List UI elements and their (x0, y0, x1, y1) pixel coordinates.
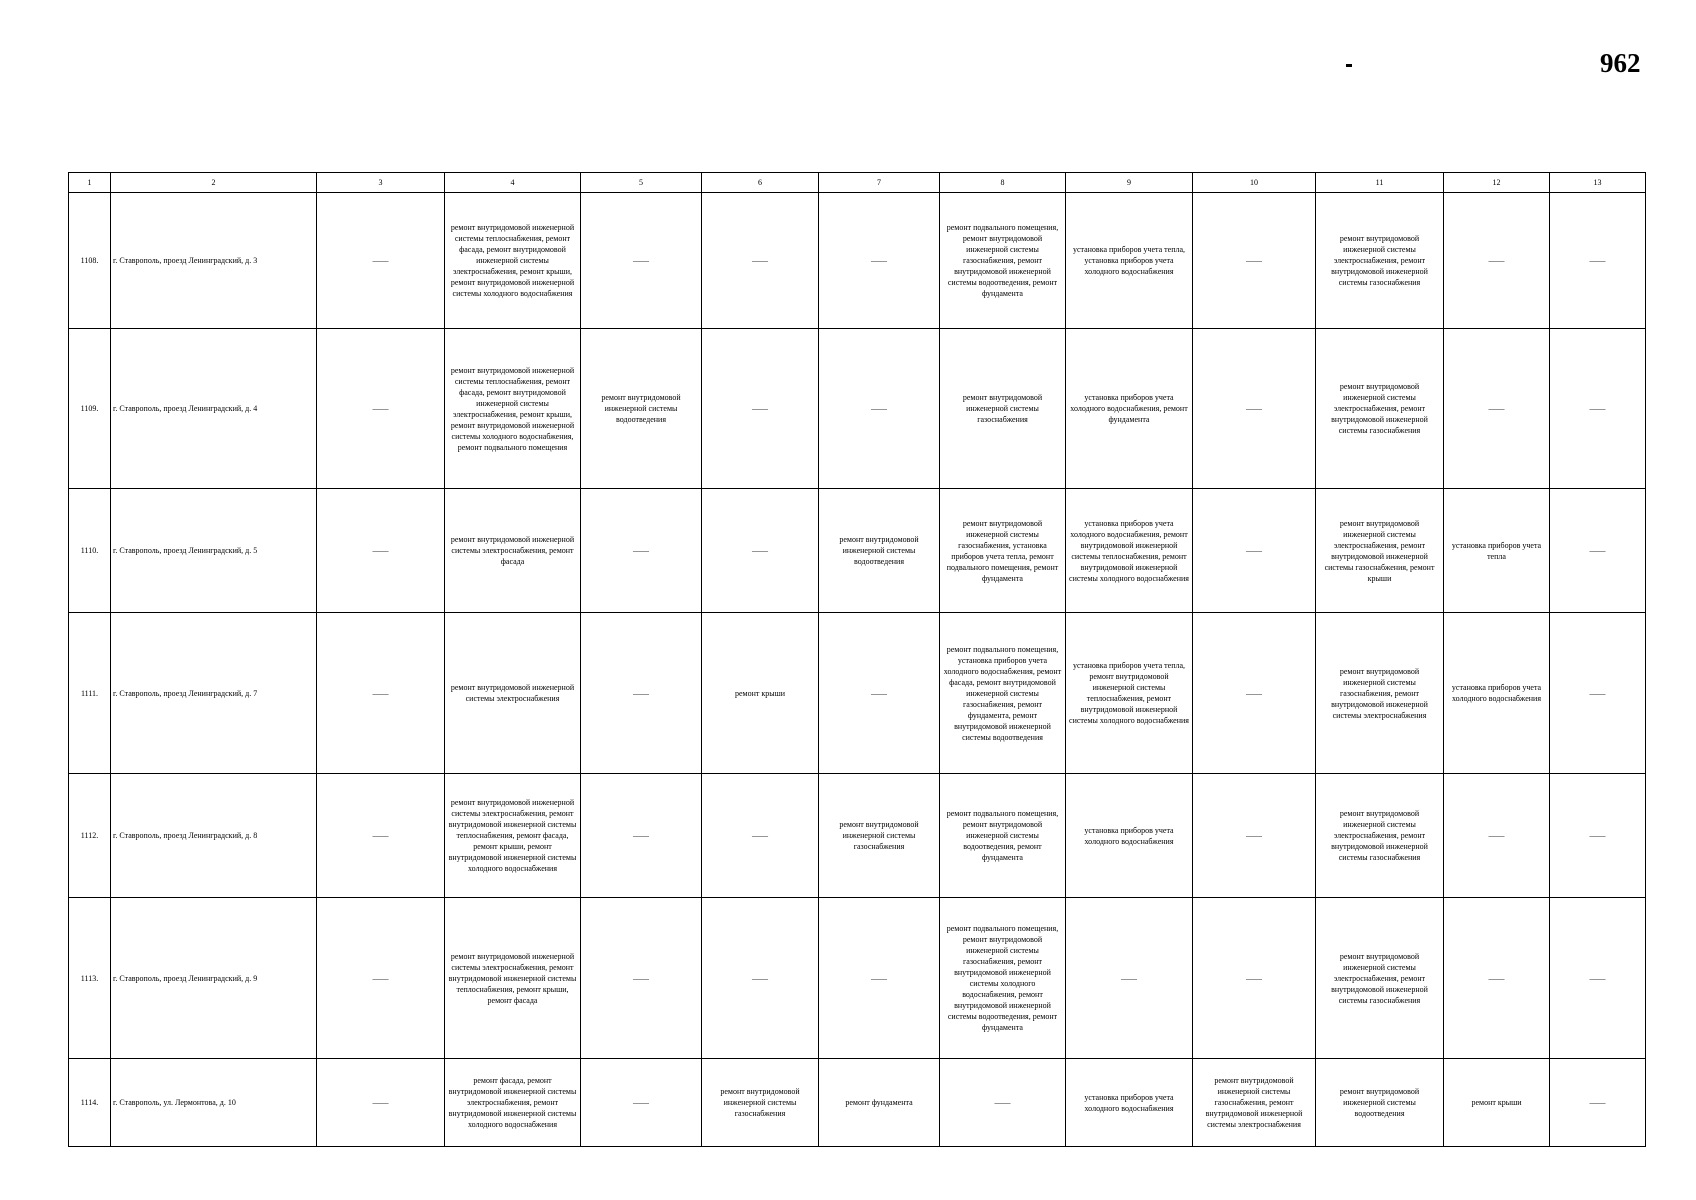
cell-col3: —— (317, 193, 445, 329)
scan-mark (1346, 64, 1352, 67)
column-header: 2 (111, 173, 317, 193)
column-header: 10 (1193, 173, 1316, 193)
cell-col10: —— (1193, 489, 1316, 613)
cell-col5: —— (581, 898, 702, 1059)
row-number: 1111. (69, 613, 111, 774)
cell-col10: —— (1193, 329, 1316, 489)
column-header: 6 (702, 173, 819, 193)
column-header: 8 (940, 173, 1066, 193)
cell-col4: ремонт внутридомовой инженерной системы электроснабжения, ремонт фасада (445, 489, 581, 613)
table-row (69, 489, 1646, 613)
cell-col4: ремонт внутридомовой инженерной системы теплоснабжения, ремонт фасада, ремонт внутридомовой инженерной системы электроснабжения, ремонт крыши, ремонт внутридомовой инженерной системы холодного водоснабжения (445, 193, 581, 329)
cell-col8: ремонт подвального помещения, ремонт внутридомовой инженерной системы газоснабжения, ремонт внутридомовой инженерной системы водоотведения, ремонт фундамента (940, 193, 1066, 329)
cell-col11: ремонт внутридомовой инженерной системы электроснабжения, ремонт внутридомовой инженерной системы газоснабжения (1316, 898, 1444, 1059)
column-header: 9 (1066, 173, 1193, 193)
cell-col11: ремонт внутридомовой инженерной системы газоснабжения, ремонт внутридомовой инженерной системы электроснабжения (1316, 613, 1444, 774)
column-header: 3 (317, 173, 445, 193)
cell-col7: —— (819, 329, 940, 489)
cell-col9: установка приборов учета холодного водоснабжения (1066, 774, 1193, 898)
cell-col5: —— (581, 774, 702, 898)
cell-col9: —— (1066, 898, 1193, 1059)
cell-col5: —— (581, 489, 702, 613)
cell-col10: —— (1193, 774, 1316, 898)
cell-col8: ремонт подвального помещения, ремонт внутридомовой инженерной системы газоснабжения, ремонт внутридомовой инженерной системы холодного водоснабжения, ремонт внутридомовой инженерной системы водоотведения, ремонт фундамента (940, 898, 1066, 1059)
cell-col7: ремонт внутридомовой инженерной системы водоотведения (819, 489, 940, 613)
cell-col6: —— (702, 193, 819, 329)
address-cell: г. Ставрополь, проезд Ленинградский, д. 7 (111, 613, 317, 774)
cell-col13: —— (1550, 489, 1646, 613)
cell-col11: ремонт внутридомовой инженерной системы электроснабжения, ремонт внутридомовой инженерной системы газоснабжения (1316, 193, 1444, 329)
cell-col12: ремонт крыши (1444, 1059, 1550, 1147)
address-cell: г. Ставрополь, проезд Ленинградский, д. 9 (111, 898, 317, 1059)
cell-col7: —— (819, 898, 940, 1059)
cell-col6: —— (702, 774, 819, 898)
table-row (69, 1059, 1646, 1147)
cell-col7: —— (819, 613, 940, 774)
table-row (69, 774, 1646, 898)
cell-col13: —— (1550, 193, 1646, 329)
cell-col5: ремонт внутридомовой инженерной системы водоотведения (581, 329, 702, 489)
table-row (69, 613, 1646, 774)
cell-col12: установка приборов учета тепла (1444, 489, 1550, 613)
cell-col4: ремонт фасада, ремонт внутридомовой инженерной системы электроснабжения, ремонт внутридомовой инженерной системы холодного водоснабжения (445, 1059, 581, 1147)
cell-col11: ремонт внутридомовой инженерной системы водоотведения (1316, 1059, 1444, 1147)
cell-col5: —— (581, 193, 702, 329)
cell-col9: установка приборов учета холодного водоснабжения, ремонт внутридомовой инженерной системы теплоснабжения, ремонт внутридомовой инженерной системы холодного водоснабжения (1066, 489, 1193, 613)
cell-col5: —— (581, 613, 702, 774)
cell-col6: —— (702, 329, 819, 489)
cell-col6: ремонт внутридомовой инженерной системы газоснабжения (702, 1059, 819, 1147)
table-row (69, 898, 1646, 1059)
repair-schedule-table (68, 172, 1646, 1147)
address-cell: г. Ставрополь, ул. Лермонтова, д. 10 (111, 1059, 317, 1147)
cell-col12: —— (1444, 774, 1550, 898)
cell-col4: ремонт внутридомовой инженерной системы электроснабжения (445, 613, 581, 774)
cell-col9: установка приборов учета тепла, ремонт внутридомовой инженерной системы теплоснабжения, ремонт внутридомовой инженерной системы холодного водоснабжения (1066, 613, 1193, 774)
column-header: 12 (1444, 173, 1550, 193)
cell-col6: ремонт крыши (702, 613, 819, 774)
address-cell: г. Ставрополь, проезд Ленинградский, д. 5 (111, 489, 317, 613)
table-row (69, 193, 1646, 329)
row-number: 1110. (69, 489, 111, 613)
cell-col3: —— (317, 774, 445, 898)
cell-col3: —— (317, 329, 445, 489)
column-number-row (69, 173, 1646, 193)
column-header: 4 (445, 173, 581, 193)
cell-col11: ремонт внутридомовой инженерной системы электроснабжения, ремонт внутридомовой инженерной системы газоснабжения (1316, 774, 1444, 898)
cell-col13: —— (1550, 898, 1646, 1059)
cell-col8: ремонт внутридомовой инженерной системы газоснабжения (940, 329, 1066, 489)
cell-col8: ремонт подвального помещения, ремонт внутридомовой инженерной системы водоотведения, ремонт фундамента (940, 774, 1066, 898)
cell-col12: —— (1444, 193, 1550, 329)
row-number: 1112. (69, 774, 111, 898)
cell-col3: —— (317, 613, 445, 774)
address-cell: г. Ставрополь, проезд Ленинградский, д. 8 (111, 774, 317, 898)
cell-col10: —— (1193, 613, 1316, 774)
cell-col9: установка приборов учета холодного водоснабжения (1066, 1059, 1193, 1147)
cell-col8: ремонт внутридомовой инженерной системы газоснабжения, установка приборов учета тепла, ремонт подвального помещения, ремонт фундамента (940, 489, 1066, 613)
cell-col4: ремонт внутридомовой инженерной системы теплоснабжения, ремонт фасада, ремонт внутридомовой инженерной системы электроснабжения, ремонт крыши, ремонт внутридомовой инженерной системы холодного водоснабжения, ремонт подвального помещения (445, 329, 581, 489)
cell-col10: —— (1193, 898, 1316, 1059)
cell-col13: —— (1550, 613, 1646, 774)
row-number: 1108. (69, 193, 111, 329)
column-header: 11 (1316, 173, 1444, 193)
column-header: 7 (819, 173, 940, 193)
cell-col5: —— (581, 1059, 702, 1147)
cell-col8: —— (940, 1059, 1066, 1147)
address-cell: г. Ставрополь, проезд Ленинградский, д. 4 (111, 329, 317, 489)
cell-col12: установка приборов учета холодного водоснабжения (1444, 613, 1550, 774)
cell-col11: ремонт внутридомовой инженерной системы электроснабжения, ремонт внутридомовой инженерной системы газоснабжения, ремонт крыши (1316, 489, 1444, 613)
cell-col7: ремонт фундамента (819, 1059, 940, 1147)
cell-col11: ремонт внутридомовой инженерной системы электроснабжения, ремонт внутридомовой инженерной системы газоснабжения (1316, 329, 1444, 489)
column-header: 13 (1550, 173, 1646, 193)
cell-col10: ремонт внутридомовой инженерной системы газоснабжения, ремонт внутридомовой инженерной системы электроснабжения (1193, 1059, 1316, 1147)
cell-col10: —— (1193, 193, 1316, 329)
cell-col4: ремонт внутридомовой инженерной системы электроснабжения, ремонт внутридомовой инженерной системы теплоснабжения, ремонт фасада, ремонт крыши, ремонт внутридомовой инженерной системы холодного водоснабжения (445, 774, 581, 898)
table-row (69, 329, 1646, 489)
cell-col9: установка приборов учета тепла, установка приборов учета холодного водоснабжения (1066, 193, 1193, 329)
cell-col3: —— (317, 898, 445, 1059)
row-number: 1113. (69, 898, 111, 1059)
cell-col9: установка приборов учета холодного водоснабжения, ремонт фундамента (1066, 329, 1193, 489)
page-number: 962 (1600, 48, 1641, 78)
row-number: 1114. (69, 1059, 111, 1147)
row-number: 1109. (69, 329, 111, 489)
cell-col3: —— (317, 489, 445, 613)
cell-col12: —— (1444, 898, 1550, 1059)
cell-col12: —— (1444, 329, 1550, 489)
cell-col7: —— (819, 193, 940, 329)
cell-col7: ремонт внутридомовой инженерной системы газоснабжения (819, 774, 940, 898)
cell-col3: —— (317, 1059, 445, 1147)
column-header: 5 (581, 173, 702, 193)
address-cell: г. Ставрополь, проезд Ленинградский, д. 3 (111, 193, 317, 329)
cell-col4: ремонт внутридомовой инженерной системы электроснабжения, ремонт внутридомовой инженерной системы теплоснабжения, ремонт крыши, ремонт фасада (445, 898, 581, 1059)
cell-col13: —— (1550, 1059, 1646, 1147)
cell-col6: —— (702, 489, 819, 613)
column-header: 1 (69, 173, 111, 193)
cell-col8: ремонт подвального помещения, установка приборов учета холодного водоснабжения, ремонт фасада, ремонт внутридомовой инженерной системы газоснабжения, ремонт фундамента, ремонт внутридомовой инженерной системы водоотведения (940, 613, 1066, 774)
cell-col13: —— (1550, 774, 1646, 898)
cell-col6: —— (702, 898, 819, 1059)
cell-col13: —— (1550, 329, 1646, 489)
